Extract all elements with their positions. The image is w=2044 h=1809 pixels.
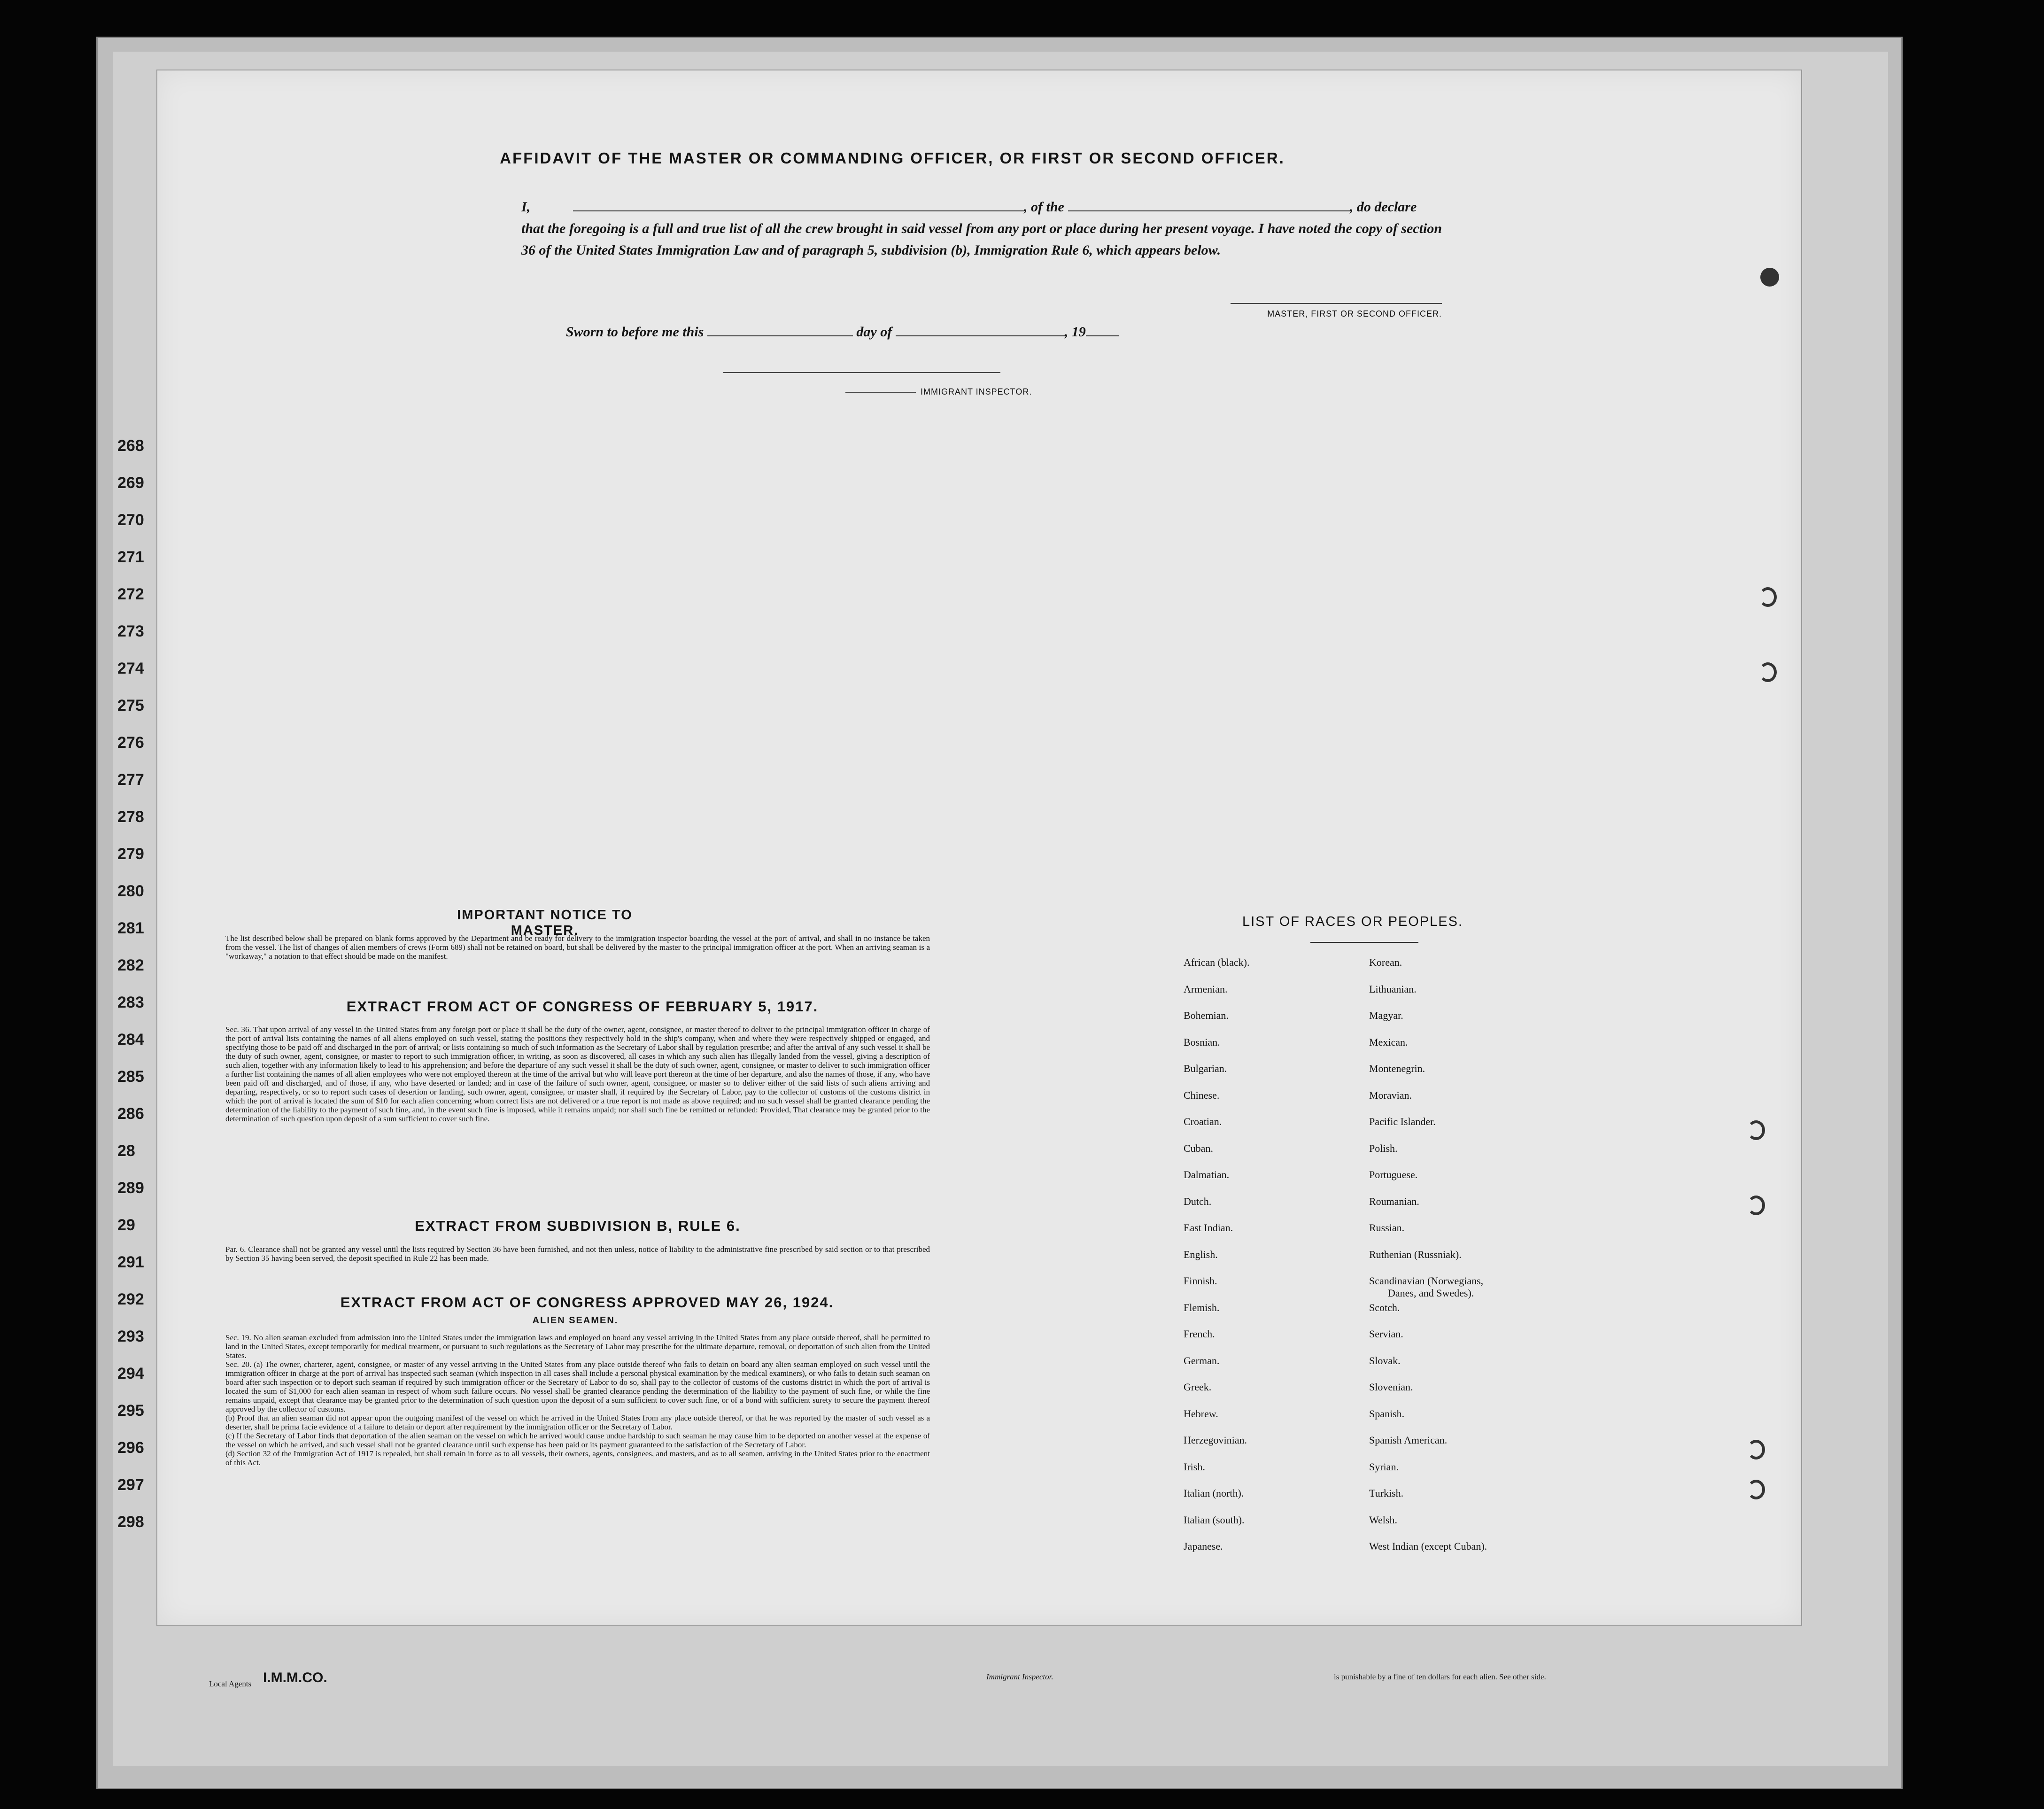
affidavit-i: I, [521, 199, 531, 215]
sec20d-text: (d) Section 32 of the Immigration Act of 1917 is repealed, but shall remain in force as to all vessels, their owners, agents, consignees, and masters, and as to all seamen, arriving in the United States prior to the enactment of this Act. [225, 1449, 930, 1467]
race-left-item: French. [1184, 1328, 1215, 1340]
affidavit-declaration [521, 196, 1442, 261]
race-left-item: Irish. [1184, 1460, 1205, 1473]
manifest-line-number: 279 [117, 845, 144, 863]
extract-1917-body: Sec. 36. That upon arrival of any vessel in the United States from any foreign port or place it shall be the duty of the owner, agent, consignee, or master thereof to deliver to the principal immigration officer in charge of the port of arrival lists containing the names of all aliens employed on such vessel, stating the positions they respectively hold in the ship's company, when and where they were respectively shipped or engaged, and specifying those to be paid off and discharged in the port of arrival; or lists containing so much of such information as the Secretary of Labor shall by regulation prescribe; and after the arrival of any such vessel it shall be the duty of such owner, agent, consignee, or master to report to such immigration officer, in writing, as soon as discovered, all cases in which any such alien has illegally landed from the vessel, giving a description of such alien, together with any information likely to lead to his apprehension; and before the departure of any such vessel it shall be the duty of such owner, agent, consignee, or master to deliver to such immigration officer a further list containing the names of all alien employees who were not employed thereon at the time of the arrival but who will leave port thereon at the time of her departure, and also the names of those, if any, who have been paid off and discharged, and of those, if any, who have deserted or landed; and in case of the failure of such owner, agent, consignee, or master so to deliver either of the said lists of such aliens arriving and departing, respectively, or so to report such cases of desertion or landing, such owner, agent, consignee, or master shall, if required by the Secretary of Labor, pay to the collector of customs of the customs district in which the port of arrival is located the sum of $10 for each alien concerning whom correct lists are not delivered or a true report is not made as above required; and no such vessel shall be granted clearance pending the determination of the liability to the payment of such fine, and, in the event such fine is imposed, while it remains unpaid; nor shall such fine be remitted or refunded: Provided, That clearance may be granted prior to the determination of such question upon deposit of a sum sufficient to cover such fine. [225, 1025, 930, 1123]
sworn-month-blank[interactable] [896, 324, 1065, 336]
races-title-rule [1310, 942, 1418, 943]
manifest-line-number: 294 [117, 1365, 144, 1382]
race-left-item: East Indian. [1184, 1222, 1233, 1234]
master-signature-line[interactable] [1231, 303, 1442, 304]
race-right-item: Pacific Islander. [1369, 1116, 1436, 1127]
vessel-name-blank[interactable] [1068, 199, 1350, 211]
manifest-line-number: 282 [117, 956, 144, 974]
sworn-year-blank[interactable] [1086, 324, 1119, 336]
race-left-item: Bulgarian. [1184, 1063, 1227, 1074]
race-right-item: Montenegrin. [1369, 1063, 1425, 1074]
races-title: LIST OF RACES OR PEOPLES. [1242, 914, 1463, 929]
manifest-line-numbers [117, 437, 160, 1564]
manifest-line-number: 283 [117, 994, 144, 1011]
race-right-item: Spanish American. [1369, 1434, 1448, 1446]
race-left-item: Flemish. [1184, 1301, 1220, 1313]
sworn-text-b: day of [856, 324, 892, 340]
race-right-item: Scandinavian (Norwegians, [1369, 1275, 1484, 1287]
manifest-line-number: 292 [117, 1290, 144, 1308]
agent-stamp: I.M.M.CO. [263, 1670, 327, 1685]
manifest-line-number: 296 [117, 1439, 144, 1457]
footer-inspector-label: Immigrant Inspector. [986, 1672, 1053, 1681]
race-left-item: Croatian. [1184, 1116, 1222, 1127]
manifest-line-number: 291 [117, 1253, 144, 1271]
race-left-item: Chinese. [1184, 1089, 1220, 1101]
manifest-line-number: 278 [117, 808, 144, 826]
manifest-line-number: 270 [117, 511, 144, 529]
manifest-line-number: 284 [117, 1031, 144, 1048]
race-right-item: Slovenian. [1369, 1381, 1413, 1393]
sec20a-text: Sec. 20. (a) The owner, charterer, agent, consignee, or master of any vessel arriving in the United States from any place outside thereof who fails to detain on board any alien seaman employed on such vessel until the immigration officer in charge at the port of arrival has inspected such seaman (which inspection in all cases shall include a personal physical examination by the medical examiners), or who fails to detain such seaman on board after such inspection or to deport such seaman if required by such immigration officer or the Secretary of Labor to do so, shall pay to the collector of customs of the customs district in which the port of arrival is located the sum of $1,000 for each alien seaman in respect of whom such failure occurs. No vessel shall be granted clearance pending the determination of the liability to the payment of such fine, or while the fine remains unpaid, except that clearance may be granted prior to the determination of such question upon the deposit of a sum sufficient to cover such fine, or of a bond with sufficient surety to secure the payment thereof approved by the collector of customs. [225, 1360, 930, 1413]
race-right-item-continuation: Danes, and Swedes). [1388, 1287, 1474, 1299]
race-left-item: Dutch. [1184, 1195, 1212, 1207]
extract-1924-title: EXTRACT FROM ACT OF CONGRESS APPROVED MAY 26, 1924. [340, 1294, 834, 1311]
affidavit-do-declare: , do declare [1349, 199, 1417, 215]
sec20c-text: (c) If the Secretary of Labor finds that deportation of the alien seaman on the vessel on which he arrived would cause undue hardship to such seaman he may cause him to be deported on another vessel at the expense of the vessel on which he arrived, and such vessel shall not be granted clearance until such expense has been paid or its payment guaranteed to the satisfaction of the Secretary of Labor. [225, 1431, 930, 1449]
affidavit-title: AFFIDAVIT OF THE MASTER OR COMMANDING OFFICER, OR FIRST OR SECOND OFFICER. [500, 149, 1285, 167]
manifest-line-number: 28 [117, 1142, 135, 1160]
manifest-line-number: 271 [117, 548, 144, 566]
manifest-line-number: 286 [117, 1105, 144, 1123]
race-left-item: German. [1184, 1354, 1220, 1366]
manifest-line-number: 274 [117, 660, 144, 677]
extract-rule6-title: EXTRACT FROM SUBDIVISION B, RULE 6. [415, 1218, 741, 1234]
race-left-item: Dalmatian. [1184, 1169, 1230, 1180]
race-right-item: Welsh. [1369, 1514, 1397, 1526]
race-left-item: Greek. [1184, 1381, 1212, 1393]
race-right-item: Spanish. [1369, 1407, 1405, 1420]
sec19-text: Sec. 19. No alien seaman excluded from admission into the United States under the immigration laws and employed on board any vessel arriving in the United States from any place outside thereof, shall be permitted to land in the United States, except temporarily for medical treatment, or pursuant to such regulations as the Secretary of Labor may prescribe for the ultimate departure, removal, or deportation of such alien from the United States. [225, 1333, 930, 1360]
extract-1924-body [225, 1333, 930, 1467]
race-right-item: Lithuanian. [1369, 983, 1417, 995]
manifest-line-number: 276 [117, 734, 144, 752]
manifest-line-number: 275 [117, 697, 144, 714]
race-left-item: Italian (south). [1184, 1514, 1245, 1526]
binder-hole [1747, 1120, 1765, 1140]
master-name-blank[interactable] [573, 199, 1024, 211]
binder-hole [1747, 1196, 1765, 1215]
race-right-item: Portuguese. [1369, 1169, 1418, 1180]
manifest-line-number: 298 [117, 1513, 144, 1531]
manifest-line-number: 268 [117, 437, 144, 455]
master-label: MASTER, FIRST OR SECOND OFFICER. [1267, 309, 1442, 318]
race-left-item: Hebrew. [1184, 1407, 1218, 1420]
notice-body: The list described below shall be prepared on blank forms approved by the Department and be ready for delivery to the immigration inspector boarding the vessel at the port of arrival, and shall in no instance be taken from the vessel. The list of changes of alien members of crews (Form 689) shall not be retained on board, but shall be delivered by the master to the principal immigration officer at the port. When an arriving seaman is a "workaway," a notation to that effect should be made on the manifest. [225, 934, 930, 961]
race-right-item: Servian. [1369, 1328, 1403, 1340]
manifest-line-number: 273 [117, 622, 144, 640]
race-right-item: Roumanian. [1369, 1195, 1419, 1207]
manifest-line-number: 281 [117, 919, 144, 937]
race-right-item: Magyar. [1369, 1009, 1403, 1021]
affidavit-body: that the foregoing is a full and true list of all the crew brought in said vessel from any port or place during her present voyage. I have noted the copy of section 36 of the United States Immigration Law and of paragraph 5, subdivision (b), Immigration Rule 6, which appears below. [521, 221, 1442, 258]
footer-fine-note: is punishable by a fine of ten dollars for each alien. See other side. [1334, 1672, 1546, 1681]
notice-title: IMPORTANT NOTICE TO MASTER. [457, 908, 633, 938]
race-right-item: Slovak. [1369, 1354, 1401, 1366]
manifest-line-number: 277 [117, 771, 144, 789]
manifest-line-number: 293 [117, 1328, 144, 1345]
sworn-day-blank[interactable] [707, 324, 853, 336]
race-right-item: Syrian. [1369, 1460, 1399, 1473]
sworn-text-a: Sworn to before me this [566, 324, 704, 340]
race-right-item: Polish. [1369, 1142, 1398, 1154]
binder-hole [1747, 1440, 1765, 1460]
alien-seamen-subtitle: ALIEN SEAMEN. [532, 1315, 619, 1326]
affidavit-of-the: , of the [1024, 199, 1064, 215]
manifest-line-number: 29 [117, 1216, 135, 1234]
binder-hole [1760, 268, 1779, 287]
races-right-column [1369, 956, 1585, 1567]
manifest-line-number: 285 [117, 1068, 144, 1086]
race-right-item: West Indian (except Cuban). [1369, 1540, 1487, 1552]
race-right-item: Scotch. [1369, 1301, 1400, 1313]
manifest-line-number: 297 [117, 1476, 144, 1494]
race-right-item: Turkish. [1369, 1487, 1404, 1499]
race-left-item: Herzegovinian. [1184, 1434, 1247, 1446]
binder-hole [1759, 662, 1777, 682]
race-left-item: Italian (north). [1184, 1487, 1244, 1499]
race-left-item: Cuban. [1184, 1142, 1213, 1154]
manifest-line-number: 272 [117, 585, 144, 603]
extract-1917-title: EXTRACT FROM ACT OF CONGRESS OF FEBRUARY 5, 1917. [346, 998, 819, 1015]
manifest-line-number: 295 [117, 1402, 144, 1420]
inspector-signature-line[interactable] [723, 372, 1000, 373]
race-right-item: Russian. [1369, 1222, 1405, 1234]
binder-hole [1759, 587, 1777, 607]
race-left-item: English. [1184, 1248, 1218, 1260]
sworn-text-c: , 19 [1064, 324, 1086, 340]
race-right-item: Korean. [1369, 956, 1402, 968]
race-left-item: Armenian. [1184, 983, 1228, 995]
race-left-item: Bosnian. [1184, 1036, 1220, 1048]
manifest-line-number: 269 [117, 474, 144, 492]
race-left-item: Bohemian. [1184, 1009, 1229, 1021]
races-left-column [1184, 956, 1362, 1567]
manifest-line-number: 280 [117, 882, 144, 900]
race-left-item: Japanese. [1184, 1540, 1223, 1552]
sworn-line [566, 324, 1177, 340]
extract-rule6-body: Par. 6. Clearance shall not be granted any vessel until the lists required by Section 36 have been furnished, and not then unless, notice of liability to the administrative fine prescribed by said section or to that prescribed by Section 35 having been served, the deposit specified in Rule 22 has been made. [225, 1245, 930, 1263]
race-right-item: Moravian. [1369, 1089, 1412, 1101]
race-left-item: Finnish. [1184, 1275, 1217, 1287]
race-left-item: African (black). [1184, 956, 1250, 968]
local-agents-label: Local Agents [209, 1679, 252, 1688]
race-right-item: Ruthenian (Russniak). [1369, 1248, 1462, 1260]
binder-hole [1747, 1480, 1765, 1499]
manifest-line-number: 289 [117, 1179, 144, 1197]
sec20b-text: (b) Proof that an alien seaman did not appear upon the outgoing manifest of the vessel on which he arrived in the United States from any place outside thereof, or that he was reported by the master of such vessel as a deserter, shall be prima facie evidence of a failure to detain or deport after requirement by the immigration officer or the Secretary of Labor. [225, 1413, 930, 1431]
inspector-label: IMMIGRANT INSPECTOR. [845, 387, 1061, 397]
race-right-item: Mexican. [1369, 1036, 1408, 1048]
